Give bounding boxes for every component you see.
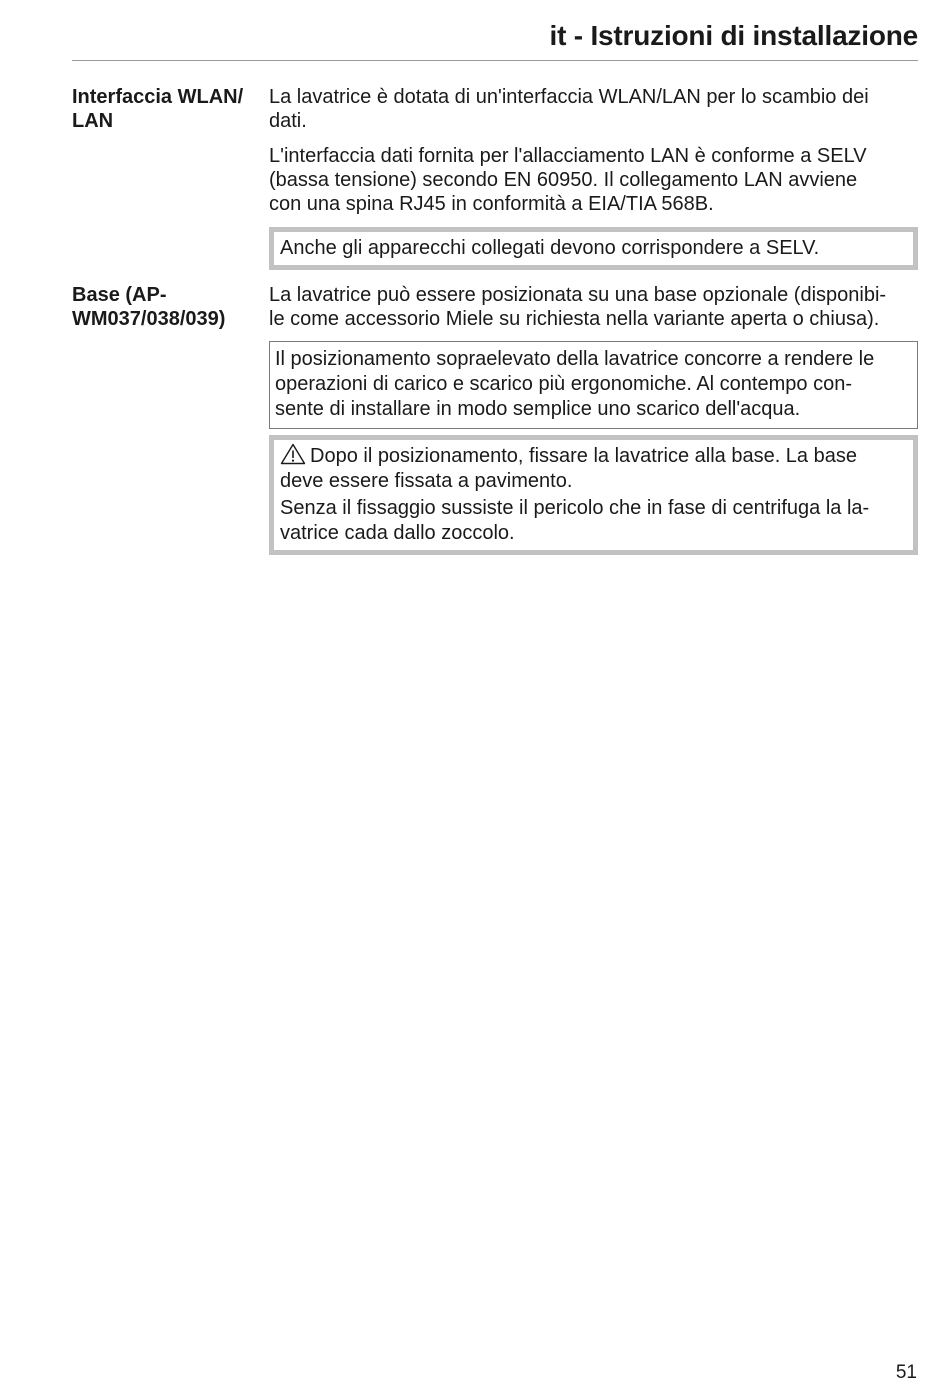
- text-line: Dopo il posizionamento, fissare la lavatrice alla base. La base: [310, 445, 857, 467]
- warning-paragraph: [280, 443, 907, 494]
- warning-triangle-icon: [280, 443, 306, 465]
- note-box: [269, 227, 918, 270]
- page-header: [72, 18, 918, 61]
- section-label-line: LAN: [72, 110, 114, 132]
- text-line: deve essere fissata a pavimento.: [280, 470, 573, 492]
- section-label-line: Base (AP-: [72, 284, 167, 306]
- page-number: 51: [895, 1362, 917, 1383]
- page-title: it - Istruzioni di installazione: [549, 20, 918, 51]
- text-line: vatrice cada dallo zoccolo.: [280, 522, 515, 544]
- info-box: [269, 341, 918, 429]
- text-line: La lavatrice può essere posizionata su una base opzionale (disponibi-: [269, 284, 887, 306]
- section-label-line: WM037/038/039): [72, 308, 226, 330]
- note-text: Anche gli apparecchi collegati devono corrispondere a SELV.: [280, 237, 820, 259]
- text-line: le come accessorio Miele su richiesta nella variante aperta o chiusa).: [269, 308, 880, 330]
- text-line: Senza il fissaggio sussiste il pericolo che in fase di centrifuga la la-: [280, 497, 870, 519]
- text-line: L'interfaccia dati fornita per l'allacciamento LAN è conforme a SELV: [269, 145, 867, 167]
- paragraph: [269, 85, 918, 133]
- warning-box: [269, 435, 918, 555]
- section-content: [269, 283, 918, 555]
- section-content: [269, 85, 918, 270]
- text-line: con una spina RJ45 in conformità a EIA/TIA 568B.: [269, 193, 714, 215]
- text-line: operazioni di carico e scarico più ergonomiche. Al contempo con-: [275, 373, 852, 395]
- section-label-line: Interfaccia WLAN/: [72, 86, 244, 108]
- paragraph: [269, 283, 918, 331]
- text-line: La lavatrice è dotata di un'interfaccia WLAN/LAN per lo scambio dei: [269, 86, 869, 108]
- text-line: dati.: [269, 110, 307, 132]
- paragraph: [269, 144, 918, 216]
- text-line: (bassa tensione) secondo EN 60950. Il collegamento LAN avviene: [269, 169, 858, 191]
- section-label: [72, 85, 262, 133]
- warning-paragraph: [280, 496, 907, 546]
- text-line: Il posizionamento sopraelevato della lavatrice concorre a rendere le: [275, 348, 875, 370]
- text-line: sente di installare in modo semplice uno scarico dell'acqua.: [275, 398, 801, 420]
- section-label: [72, 283, 262, 331]
